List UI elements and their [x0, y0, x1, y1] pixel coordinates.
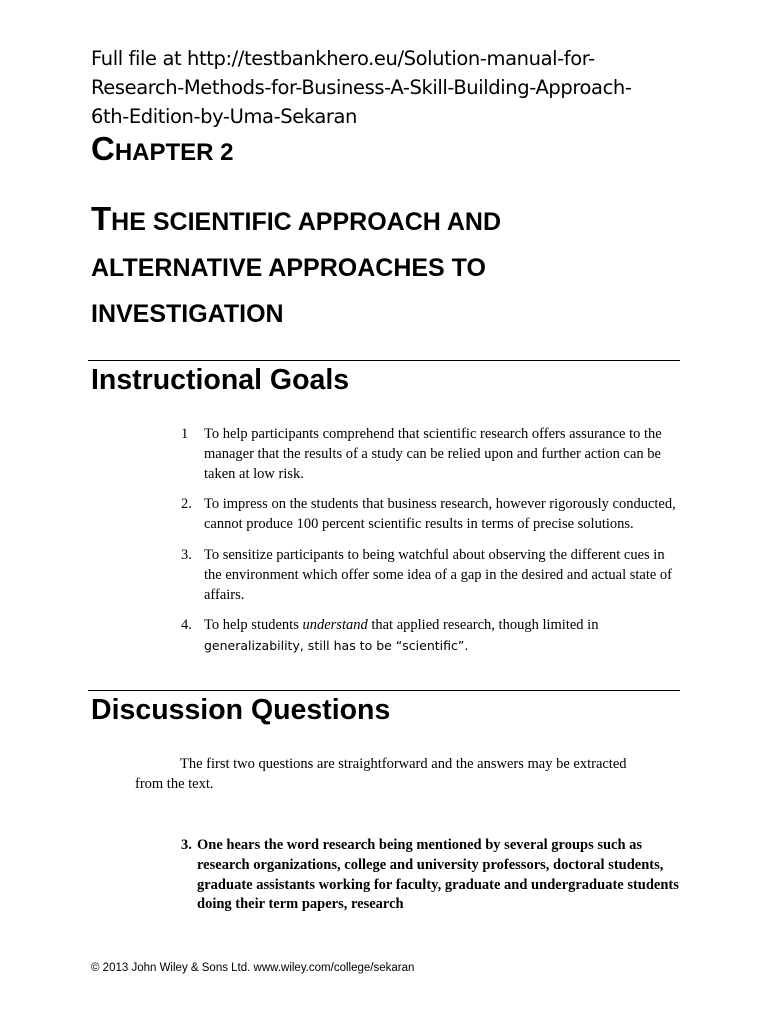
list-number: 3. — [181, 546, 192, 563]
discussion-question — [181, 836, 681, 915]
chapter-initial: C — [91, 130, 115, 167]
source-note — [91, 44, 711, 131]
title-initial: T — [91, 200, 112, 237]
source-note-line: Research-Methods-for-Business-A-Skill-Building-Approach- — [91, 76, 632, 99]
section-divider — [88, 690, 680, 691]
list-text-part: To help students — [204, 617, 303, 634]
goals-list — [181, 425, 681, 668]
section-heading-discussion: Discussion Questions — [91, 694, 391, 726]
chapter-rest: HAPTER 2 — [114, 139, 234, 166]
list-item — [181, 425, 681, 484]
list-item — [181, 495, 681, 535]
discussion-intro: The first two questions are straightforward and the answers may be extracted from the text. — [135, 756, 627, 792]
source-note-line: Full file at http://testbankhero.eu/Solution-manual-for- — [91, 47, 595, 70]
list-text-part: generalizability, still has to be “scientific”. — [204, 638, 469, 654]
list-text: To help participants comprehend that scientific research offers assurance to the manager that the results of a study can be relied upon and further action can be taken at low risk. — [204, 426, 662, 482]
list-text-part: that applied research, though limited in — [367, 617, 599, 634]
copyright-footer: © 2013 John Wiley & Sons Ltd. www.wiley.com/college/sekaran — [91, 962, 415, 974]
list-text: To sensitize participants to being watchful about observing the different cues in the environment which offer some idea of a gap in the desired and actual state of affairs. — [204, 546, 672, 603]
question-number: 3. — [181, 837, 192, 853]
list-number: 1 — [181, 426, 189, 442]
list-item — [181, 546, 681, 605]
chapter-title — [91, 196, 681, 337]
list-number: 2. — [181, 496, 192, 513]
list-text — [204, 616, 681, 657]
title-line-1: HE SCIENTIFIC APPROACH AND — [111, 208, 502, 236]
question-text: One hears the word research being mentioned by several groups such as research organizations, college and university professors, doctoral students, graduate assistants working for faculty, graduate and undergraduate students doing their term papers, research — [197, 837, 679, 913]
section-divider — [88, 360, 680, 361]
section-heading-goals: Instructional Goals — [91, 364, 350, 396]
source-note-line: 6th-Edition-by-Uma-Sekaran — [91, 105, 358, 128]
list-item — [181, 616, 681, 657]
list-text: To impress on the students that business research, however rigorously conducted, cannot produce 100 percent scientific results in terms of precise solutions. — [204, 496, 676, 533]
list-number: 4. — [181, 617, 192, 634]
emphasized-word: understand — [302, 617, 368, 634]
title-line-3: INVESTIGATION — [91, 300, 284, 328]
chapter-label — [91, 130, 234, 168]
title-line-2: ALTERNATIVE APPROACHES TO — [91, 254, 486, 282]
